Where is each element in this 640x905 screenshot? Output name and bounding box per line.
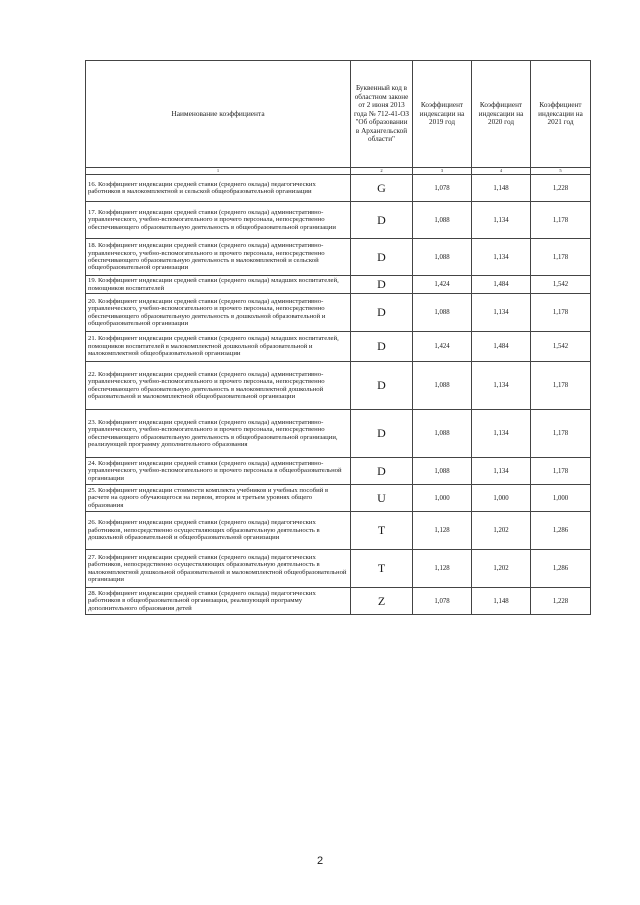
value-2021: 1,178	[531, 458, 591, 485]
table-row	[86, 550, 591, 588]
table-row	[86, 175, 591, 202]
value-2020: 1,134	[472, 410, 531, 458]
column-numbers-row	[86, 168, 591, 175]
value-2019: 1,088	[413, 239, 472, 276]
value-2020: 1,134	[472, 239, 531, 276]
table-header-row	[86, 61, 591, 168]
header-name: Наименование коэффициента	[86, 61, 351, 168]
table-row	[86, 202, 591, 239]
coefficient-name: 25. Коэффициент индексации стоимости комплекта учебников и учебных пособий в расчете на одного обучающегося на первом, втором и третьем уровнях общего образования	[86, 485, 351, 512]
value-2020: 1,148	[472, 588, 531, 615]
value-2021: 1,542	[531, 276, 591, 294]
value-2020: 1,202	[472, 512, 531, 550]
value-2021: 1,228	[531, 588, 591, 615]
header-2020: Коэффициент индексации на 2020 год	[472, 61, 531, 168]
value-2021: 1,178	[531, 410, 591, 458]
value-2019: 1,078	[413, 175, 472, 202]
letter-code: D	[351, 410, 413, 458]
table-row	[86, 239, 591, 276]
value-2019: 1,088	[413, 294, 472, 332]
header-code: Буквенный код в областном законе от 2 июня 2013 года № 712-41-ОЗ "Об образовании в Архангельской области"	[351, 61, 413, 168]
coefficient-name: 16. Коэффициент индексации средней ставки (среднего оклада) педагогических работников в малокомплектной и сельской общеобразовательной организации	[86, 175, 351, 202]
coefficients-table	[85, 60, 591, 615]
coefficient-name: 20. Коэффициент индексации средней ставки (среднего оклада) административно-управленческого, учебно-вспомогательного и прочего персонала, непосредственно обеспечивающего образовательную деятельность в дошкольной образовательной и общеобразовательной организации	[86, 294, 351, 332]
table-row	[86, 294, 591, 332]
table-row	[86, 458, 591, 485]
table-row	[86, 362, 591, 410]
value-2021: 1,178	[531, 362, 591, 410]
value-2021: 1,178	[531, 294, 591, 332]
header-2021: Коэффициент индексации на 2021 год	[531, 61, 591, 168]
letter-code: T	[351, 512, 413, 550]
table-row	[86, 276, 591, 294]
letter-code: D	[351, 332, 413, 362]
value-2020: 1,000	[472, 485, 531, 512]
column-number: 2	[351, 168, 413, 175]
table-row	[86, 485, 591, 512]
value-2019: 1,000	[413, 485, 472, 512]
coefficient-name: 26. Коэффициент индексации средней ставки (среднего оклада) педагогических работников, непосредственно осуществляющих образовательную деятельность в дошкольной образовательной и общеобразовательной организации	[86, 512, 351, 550]
table-row	[86, 410, 591, 458]
coefficient-name: 22. Коэффициент индексации средней ставки (среднего оклада) административно-управленческого, учебно-вспомогательного и прочего персонала, непосредственно обеспечивающего образовательную деятельность в малокомплектной дошкольной образовательной и малокомплектной общеобразовательной организации	[86, 362, 351, 410]
value-2019: 1,088	[413, 410, 472, 458]
value-2019: 1,128	[413, 550, 472, 588]
column-number: 1	[86, 168, 351, 175]
value-2021: 1,000	[531, 485, 591, 512]
value-2019: 1,088	[413, 202, 472, 239]
header-2019: Коэффициент индексации на 2019 год	[413, 61, 472, 168]
value-2019: 1,088	[413, 362, 472, 410]
letter-code: U	[351, 485, 413, 512]
coefficient-name: 24. Коэффициент индексации средней ставки (среднего оклада) административно-управленческого, учебно-вспомогательного и прочего персонала в общеобразовательной организации	[86, 458, 351, 485]
value-2019: 1,078	[413, 588, 472, 615]
letter-code: Z	[351, 588, 413, 615]
coefficient-name: 27. Коэффициент индексации средней ставки (среднего оклада) педагогических работников, непосредственно осуществляющих образовательную деятельность в малокомплектной дошкольной образовательной и малокомплектной общеобразовательной организации	[86, 550, 351, 588]
coefficient-name: 21. Коэффициент индексации средней ставки (среднего оклада) младших воспитателей, помощников воспитателей в малокомплектной дошкольной образовательной и малокомплектной общеобразовательной организации	[86, 332, 351, 362]
coefficient-name: 18. Коэффициент индексации средней ставки (среднего оклада) административно-управленческого, учебно-вспомогательного и прочего персонала, непосредственно обеспечивающего образовательную деятельность в малокомплектной и сельской общеобразовательной организации	[86, 239, 351, 276]
letter-code: D	[351, 458, 413, 485]
value-2021: 1,286	[531, 512, 591, 550]
value-2020: 1,484	[472, 332, 531, 362]
column-number: 5	[531, 168, 591, 175]
value-2021: 1,228	[531, 175, 591, 202]
value-2021: 1,286	[531, 550, 591, 588]
value-2020: 1,134	[472, 458, 531, 485]
table-row	[86, 332, 591, 362]
letter-code: D	[351, 239, 413, 276]
coefficient-name: 19. Коэффициент индексации средней ставки (среднего оклада) младших воспитателей, помощников воспитателей	[86, 276, 351, 294]
letter-code: D	[351, 362, 413, 410]
table-row	[86, 512, 591, 550]
letter-code: D	[351, 276, 413, 294]
column-number: 4	[472, 168, 531, 175]
value-2020: 1,134	[472, 202, 531, 239]
value-2019: 1,424	[413, 332, 472, 362]
coefficient-name: 17. Коэффициент индексации средней ставки (среднего оклада) административно-управленческого, учебно-вспомогательного и прочего персонала, непосредственно обеспечивающего образовательную деятельность в общеобразовательной организации	[86, 202, 351, 239]
value-2019: 1,424	[413, 276, 472, 294]
coefficient-name: 28. Коэффициент индексации средней ставки (среднего оклада) педагогических работников в общеобразовательной организации, реализующей программу дополнительного образования детей	[86, 588, 351, 615]
coefficient-name: 23. Коэффициент индексации средней ставки (среднего оклада) административно-управленческого, учебно-вспомогательного и прочего персонала, непосредственно обеспечивающего образовательную деятельность в общеобразовательной организации, реализующей программу дополнительного образования	[86, 410, 351, 458]
value-2020: 1,134	[472, 362, 531, 410]
table-row	[86, 588, 591, 615]
value-2019: 1,128	[413, 512, 472, 550]
value-2021: 1,178	[531, 202, 591, 239]
value-2021: 1,542	[531, 332, 591, 362]
letter-code: D	[351, 294, 413, 332]
letter-code: T	[351, 550, 413, 588]
value-2020: 1,134	[472, 294, 531, 332]
letter-code: G	[351, 175, 413, 202]
value-2019: 1,088	[413, 458, 472, 485]
value-2020: 1,484	[472, 276, 531, 294]
value-2021: 1,178	[531, 239, 591, 276]
value-2020: 1,148	[472, 175, 531, 202]
value-2020: 1,202	[472, 550, 531, 588]
letter-code: D	[351, 202, 413, 239]
page-number: 2	[316, 855, 324, 867]
column-number: 3	[413, 168, 472, 175]
